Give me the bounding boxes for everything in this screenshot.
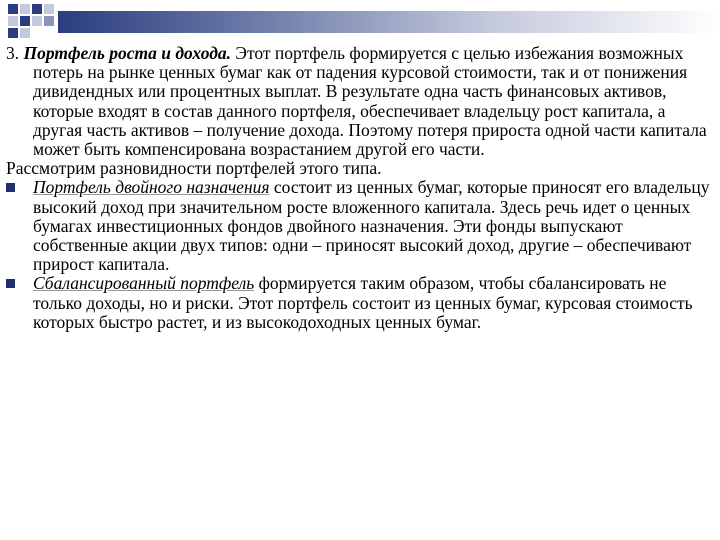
decor-square bbox=[44, 4, 54, 14]
decor-square bbox=[8, 4, 18, 14]
section-paragraph bbox=[6, 44, 714, 159]
header-decoration bbox=[0, 0, 720, 40]
section-number: 3. bbox=[6, 43, 24, 63]
bullet-item-dual-purpose bbox=[6, 178, 714, 274]
decor-square bbox=[8, 28, 18, 38]
bullet-item-balanced bbox=[6, 274, 714, 332]
bullet-icon bbox=[6, 183, 15, 192]
decor-square bbox=[44, 16, 54, 26]
section-title: Портфель роста и дохода. bbox=[23, 43, 232, 63]
decor-square bbox=[20, 28, 30, 38]
decor-square bbox=[20, 16, 30, 26]
bullet-text: формируется таким образом, чтобы сбалансировать не только доходы, но и риски. Этот портфель состоит из ценных бумаг, курсовая стоимость которых быстро растет, и из высокодоходных ценных бумаг. bbox=[33, 273, 693, 332]
decor-square bbox=[32, 4, 42, 14]
header-gradient-bar bbox=[58, 11, 720, 33]
decor-square bbox=[20, 4, 30, 14]
bullet-text: состоит из ценных бумаг, которые приносят его владельцу высокий доход при значительном росте вложенного капитала. Здесь речь идет о ценных бумагах инвестиционных фондов двойного назначения. Эти фонды выпускают собственные акции двух типов: одни – приносят высокий доход, другие – обеспечивают прирост капитала. bbox=[33, 177, 710, 275]
intro-text: Рассмотрим разновидности портфелей этого типа. bbox=[6, 158, 382, 179]
bullet-term: Сбалансированный портфель bbox=[33, 273, 255, 294]
decor-square bbox=[32, 16, 42, 26]
bullet-icon bbox=[6, 279, 15, 288]
bullet-term: Портфель двойного назначения bbox=[33, 177, 270, 198]
decor-square bbox=[32, 28, 42, 38]
decor-square bbox=[8, 16, 18, 26]
section-body: Этот портфель формируется с целью избежания возможных потерь на рынке ценных бумаг как от падения курсовой стоимости, так и от понижения дивидендных или процентных выплат. В результате одна часть финансовых активов, которые входят в состав данного портфеля, обеспечивает владельцу рост капитала, а другая часть активов – получение дохода. Поэтому потеря прироста одной части капитала может быть компенсирована возрастанием другой его части. bbox=[33, 43, 707, 160]
slide-content bbox=[6, 44, 714, 332]
